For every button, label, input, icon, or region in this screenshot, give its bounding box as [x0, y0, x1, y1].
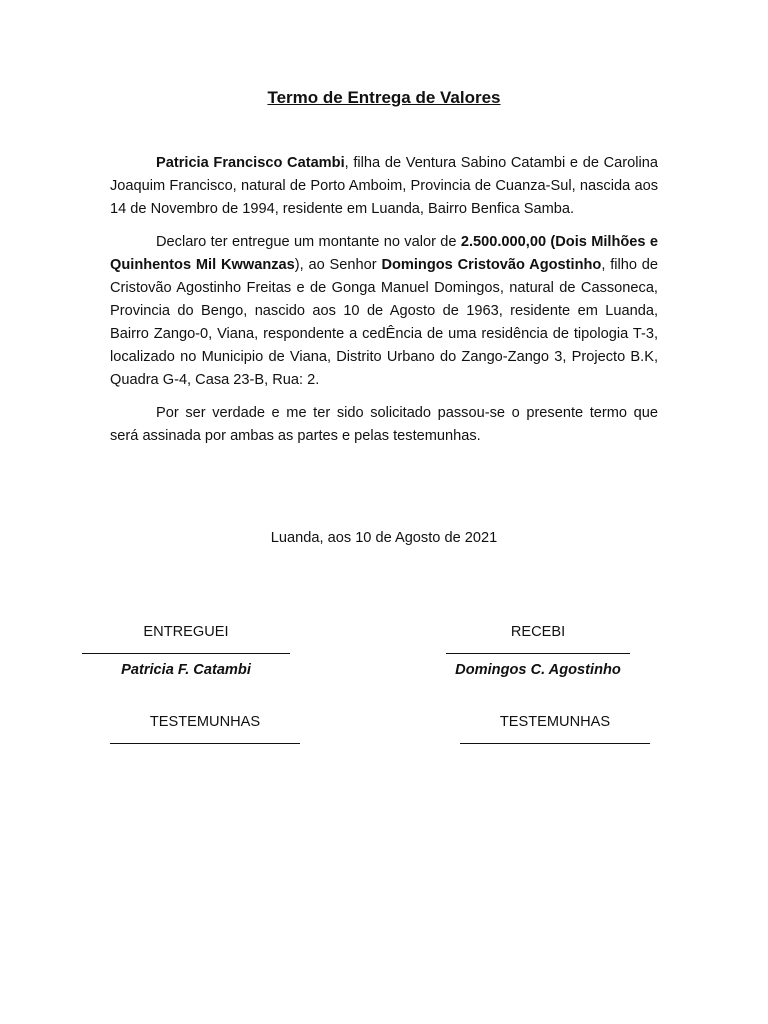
- witness-signature-line: [110, 742, 300, 744]
- signature-block-received: [446, 624, 630, 678]
- text-run: Por ser verdade e me ter sido solicitado passou-se o presente termo que será assinada por ambas as partes e pelas testemunhas.: [110, 405, 658, 444]
- signature-label-delivered: ENTREGUEI: [143, 624, 229, 640]
- bold-text-run: 2.500.000,00 (Dois Milhões e Quinhentos Mil Kwwanzas: [110, 234, 658, 273]
- signature-line: [446, 652, 630, 654]
- witness-block-right: [460, 714, 650, 744]
- body-paragraph: [110, 152, 658, 221]
- text-run: ), ao Senhor: [294, 257, 382, 273]
- text-run: Declaro ter entregue um montante no valor de: [156, 234, 461, 250]
- body-paragraph: [110, 402, 658, 448]
- text-run: , filho de Cristovão Agostinho Freitas e de Gonga Manuel Domingos, natural de Cassoneca, Provincia do Bengo, nascido aos 10 de Agosto de 1963, residente em Luanda, Bairro Zango-0, Viana, respondente a cedÊncia de uma residência de tipologia T-3, localizado no Municipio de Viana, Distrito Urbano do Zango-Zango 3, Projecto B.K, Quadra G-4, Casa 23-B, Rua: 2.: [110, 257, 659, 388]
- witness-label-left: TESTEMUNHAS: [149, 714, 261, 730]
- body-paragraph: [110, 231, 658, 392]
- signatory-name-received: Domingos C. Agostinho: [455, 662, 621, 678]
- signature-label-received: RECEBI: [510, 624, 566, 640]
- witness-label-right: TESTEMUNHAS: [499, 714, 611, 730]
- signature-block-delivered: [82, 624, 290, 678]
- document-body: [110, 152, 658, 458]
- witness-signature-line: [460, 742, 650, 744]
- text-run: , filha de Ventura Sabino Catambi e de Carolina Joaquim Francisco, natural de Porto Amboim, Provincia de Cuanza-Sul, nascida aos 14 de Novembro de 1994, residente em Luanda, Bairro Benfica Samba.: [110, 155, 658, 217]
- signature-line: [82, 652, 290, 654]
- witness-block-left: [110, 714, 300, 744]
- bold-text-run: Domingos Cristovão Agostinho: [381, 257, 602, 273]
- date-line: Luanda, aos 10 de Agosto de 2021: [270, 530, 498, 546]
- bold-text-run: Patricia Francisco Catambi: [156, 155, 345, 171]
- signatory-name-delivered: Patricia F. Catambi: [121, 662, 251, 678]
- document-title: Termo de Entrega de Valores: [267, 88, 501, 107]
